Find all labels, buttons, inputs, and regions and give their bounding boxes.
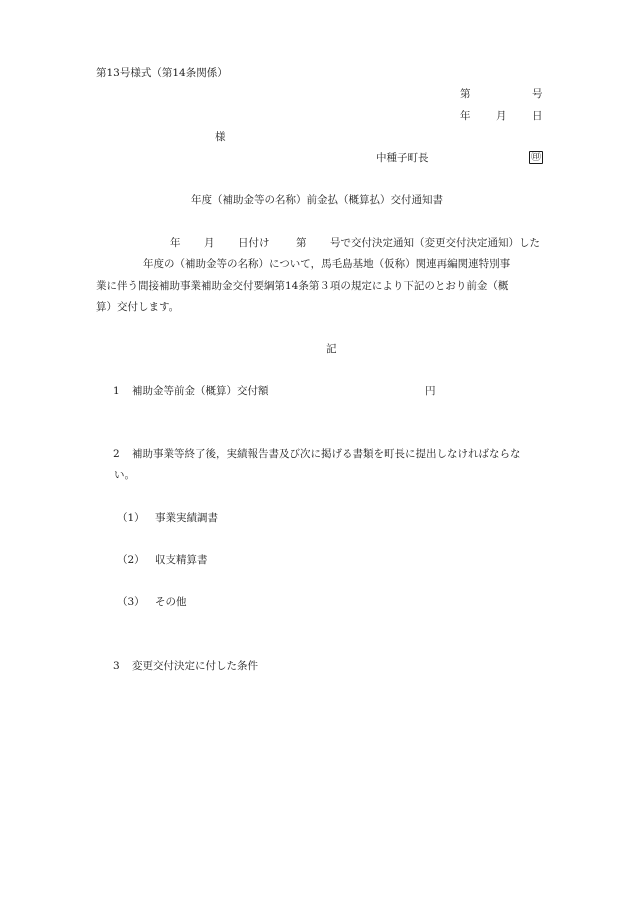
date-day: 日 — [532, 110, 543, 122]
item2-line2: い。 — [114, 469, 135, 481]
item2-line1: 補助事業等終了後，実績報告書及び次に掲げる書類を町長に提出しなければならな — [132, 448, 521, 460]
sub1-number: （1） — [117, 512, 145, 524]
seal-mark — [529, 151, 543, 164]
item3-label: 変更交付決定に付した条件 — [132, 660, 258, 672]
doc-number-prefix: 第 — [460, 88, 471, 100]
body-no-prefix: 第 — [296, 237, 307, 249]
body-line1-rest: 号で交付決定通知（変更交付決定通知）した — [330, 237, 540, 249]
item3-number: 3 — [113, 660, 120, 672]
item1-unit: 円 — [425, 385, 436, 397]
addressee-honorific: 様 — [215, 131, 226, 143]
body-line2: 年度の（補助金等の名称）について，馬毛島基地（仮称）関連再編関連特別事 — [143, 258, 511, 270]
sub2-label: 収支精算書 — [155, 554, 208, 566]
sub1-label: 事業実績調書 — [155, 512, 218, 524]
date-year: 年 — [460, 110, 471, 122]
document-title: 年度（補助金等の名称）前金払（概算払）交付通知書 — [191, 194, 443, 206]
ki-heading: 記 — [326, 343, 337, 355]
body-line3: 業に伴う間接補助事業補助金交付要綱第14条第３項の規定により下記のとおり前金（概 — [96, 280, 509, 292]
item2-number: 2 — [113, 448, 120, 460]
sub3-label: その他 — [155, 596, 187, 608]
doc-number-suffix: 号 — [532, 88, 543, 100]
issuer-name: 中種子町長 — [376, 152, 429, 164]
seal-icon: ㊞ — [531, 152, 541, 163]
body-month: 月 — [204, 237, 215, 249]
form-id: 第13号様式（第14条関係） — [96, 67, 228, 79]
date-month: 月 — [496, 110, 507, 122]
sub3-number: （3） — [117, 596, 145, 608]
body-line4: 算）交付します。 — [96, 301, 180, 313]
item1-label: 補助金等前金（概算）交付額 — [132, 385, 269, 397]
item1-number: 1 — [113, 385, 120, 397]
body-day-suffix: 日付け — [238, 237, 270, 249]
sub2-number: （2） — [117, 554, 145, 566]
body-year: 年 — [170, 237, 181, 249]
